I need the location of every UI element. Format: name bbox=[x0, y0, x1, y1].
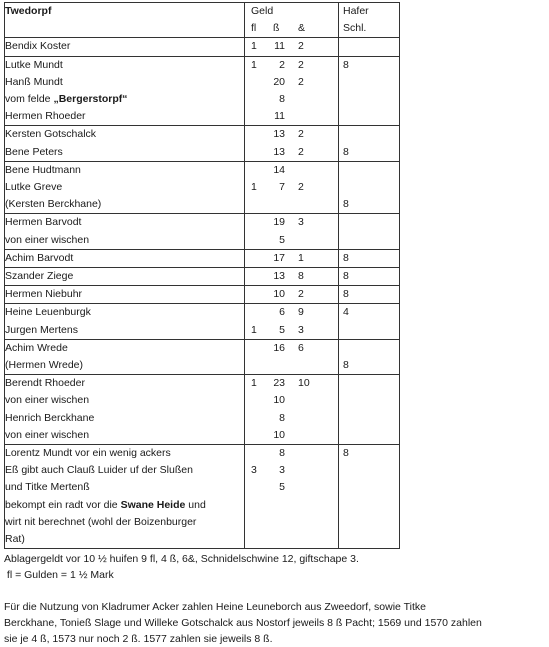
ledger-row bbox=[5, 126, 400, 144]
value-pfennig: 2 bbox=[298, 288, 304, 301]
value-gulden: 1 bbox=[251, 181, 257, 194]
entry-text-part: wirt nit berechnet (wohl der Boizenburger bbox=[5, 515, 197, 528]
ledger-row bbox=[5, 357, 400, 375]
hafer-cell bbox=[339, 410, 400, 427]
value-hafer: 8 bbox=[343, 447, 349, 460]
ledger-row bbox=[5, 38, 400, 56]
entry-text-part: und Titke Mertenß bbox=[5, 481, 90, 494]
geld-cell bbox=[245, 268, 339, 286]
entry-text bbox=[5, 249, 245, 267]
value-hafer: 4 bbox=[343, 306, 349, 319]
value-hafer: 8 bbox=[343, 58, 349, 71]
geld-cell bbox=[245, 357, 339, 375]
value-pfennig: 8 bbox=[298, 270, 304, 283]
hafer-subheading-cell bbox=[339, 20, 400, 38]
entry-text-part: Jurgen Mertens bbox=[5, 323, 78, 336]
hafer-cell bbox=[339, 375, 400, 393]
entry-text-part: Bene Hudtmann bbox=[5, 163, 81, 176]
geld-cell bbox=[245, 410, 339, 427]
entry-text-part: Hanß Mundt bbox=[5, 75, 63, 88]
geld-cell bbox=[245, 214, 339, 232]
entry-text-part: bekompt ein radt vor die bbox=[5, 498, 121, 511]
entry-text-part: Berendt Rhoeder bbox=[5, 377, 85, 390]
value-pfennig: 9 bbox=[298, 306, 304, 319]
entry-text bbox=[5, 144, 245, 162]
value-hafer: 8 bbox=[343, 198, 349, 211]
entry-text-part: und bbox=[185, 498, 206, 511]
value-pfennig: 2 bbox=[298, 75, 304, 88]
hafer-cell bbox=[339, 322, 400, 340]
hafer-heading-cell bbox=[339, 3, 400, 21]
value-gulden: 1 bbox=[251, 323, 257, 336]
entry-text bbox=[5, 497, 245, 514]
entry-text-part: Bendix Koster bbox=[5, 40, 71, 53]
ledger-row bbox=[5, 479, 400, 496]
place-heading bbox=[5, 3, 245, 21]
value-schilling: 5 bbox=[279, 481, 285, 494]
entry-text-part: von einer wischen bbox=[5, 394, 90, 407]
hafer-cell bbox=[339, 357, 400, 375]
value-gulden: 1 bbox=[251, 377, 257, 390]
geld-cell bbox=[245, 161, 339, 179]
entry-text-part: von einer wischen bbox=[5, 233, 90, 246]
ledger-row bbox=[5, 514, 400, 531]
entry-text bbox=[5, 286, 245, 304]
value-pfennig: 2 bbox=[298, 145, 304, 158]
geld-cell bbox=[245, 144, 339, 162]
ledger-row bbox=[5, 91, 400, 108]
entry-text bbox=[5, 357, 245, 375]
entry-text bbox=[5, 410, 245, 427]
hafer-heading: Hafer bbox=[343, 5, 369, 17]
value-schilling: 13 bbox=[273, 145, 285, 158]
ledger-row bbox=[5, 179, 400, 196]
geld-cell bbox=[245, 514, 339, 531]
geld-cell bbox=[245, 38, 339, 56]
geld-cell bbox=[245, 108, 339, 126]
value-pfennig: 2 bbox=[298, 40, 304, 53]
geld-cell bbox=[245, 196, 339, 214]
entry-text bbox=[5, 392, 245, 409]
hafer-cell bbox=[339, 427, 400, 445]
value-schilling: 10 bbox=[273, 428, 285, 441]
entry-text bbox=[5, 339, 245, 357]
ledger-row bbox=[5, 286, 400, 304]
entry-text-part: Lutke Mundt bbox=[5, 58, 63, 71]
value-schilling: 20 bbox=[273, 75, 285, 88]
hafer-cell bbox=[339, 514, 400, 531]
value-hafer: 8 bbox=[343, 288, 349, 301]
ledger-body bbox=[5, 3, 400, 549]
hafer-cell bbox=[339, 108, 400, 126]
geld-cell bbox=[245, 392, 339, 409]
entry-text bbox=[5, 179, 245, 196]
hafer-cell bbox=[339, 232, 400, 250]
entry-text-part: Heine Leuenburgk bbox=[5, 306, 91, 319]
value-schilling: 11 bbox=[274, 110, 285, 123]
value-pfennig: 3 bbox=[298, 323, 304, 336]
value-schilling: 7 bbox=[279, 181, 285, 194]
geld-heading-cell bbox=[245, 3, 339, 21]
entry-text-part: Hermen Rhoeder bbox=[5, 110, 86, 123]
ledger-row bbox=[5, 531, 400, 549]
hafer-cell bbox=[339, 268, 400, 286]
entry-text bbox=[5, 531, 245, 549]
entry-text-part: Kersten Gotschalck bbox=[5, 128, 97, 141]
hafer-cell bbox=[339, 286, 400, 304]
entry-text-part: Hermen Niebuhr bbox=[5, 288, 83, 301]
entry-text-part: Achim Wrede bbox=[5, 341, 68, 354]
entry-text-part: Eß gibt auch Clauß Luider uf der Slußen bbox=[5, 464, 193, 477]
entry-text bbox=[5, 196, 245, 214]
header-spacer bbox=[5, 20, 245, 38]
col-fl-heading: fl bbox=[251, 22, 257, 35]
entry-text bbox=[5, 214, 245, 232]
ledger-row bbox=[5, 74, 400, 91]
hafer-cell bbox=[339, 304, 400, 322]
entry-text bbox=[5, 268, 245, 286]
value-schilling: 5 bbox=[279, 323, 285, 336]
hafer-cell bbox=[339, 445, 400, 463]
ledger-row bbox=[5, 144, 400, 162]
hafer-cell bbox=[339, 531, 400, 549]
value-schilling: 2 bbox=[279, 58, 285, 71]
value-pfennig: 2 bbox=[298, 181, 304, 194]
ledger-table bbox=[4, 2, 400, 549]
ledger-row bbox=[5, 375, 400, 393]
entry-text bbox=[5, 479, 245, 496]
geld-cell bbox=[245, 179, 339, 196]
ledger-row bbox=[5, 410, 400, 427]
geld-cell bbox=[245, 427, 339, 445]
ledger-row bbox=[5, 322, 400, 340]
value-schilling: 5 bbox=[279, 233, 285, 246]
geld-heading: Geld bbox=[251, 5, 274, 17]
value-schilling: 19 bbox=[273, 216, 285, 229]
geld-cell bbox=[245, 322, 339, 340]
note-gap bbox=[4, 583, 544, 599]
place-name: Twedorpf bbox=[5, 5, 52, 17]
hafer-cell bbox=[339, 144, 400, 162]
ledger-row bbox=[5, 392, 400, 409]
value-gulden: 1 bbox=[251, 40, 257, 53]
geld-cell bbox=[245, 462, 339, 479]
geld-cell bbox=[245, 74, 339, 91]
geld-cell bbox=[245, 375, 339, 393]
value-pfennig: 2 bbox=[298, 128, 304, 141]
hafer-cell bbox=[339, 179, 400, 196]
hafer-cell bbox=[339, 126, 400, 144]
value-schilling: 17 bbox=[273, 251, 285, 264]
ledger-row bbox=[5, 249, 400, 267]
value-schilling: 6 bbox=[279, 306, 285, 319]
hafer-unit-heading: Schl. bbox=[343, 22, 367, 35]
ledger-row bbox=[5, 268, 400, 286]
value-schilling: 3 bbox=[279, 464, 285, 477]
hafer-cell bbox=[339, 161, 400, 179]
value-schilling: 8 bbox=[279, 93, 285, 105]
note-gulden: fl = Gulden = 1 ½ Mark bbox=[4, 569, 114, 582]
entry-text-part: Lorentz Mundt vor ein wenig ackers bbox=[5, 447, 171, 460]
value-schilling: 16 bbox=[273, 341, 285, 354]
entry-text bbox=[5, 108, 245, 126]
ledger-row bbox=[5, 304, 400, 322]
value-schilling: 10 bbox=[273, 288, 285, 301]
value-schilling: 14 bbox=[273, 163, 285, 176]
entry-text bbox=[5, 427, 245, 445]
geld-cell bbox=[245, 339, 339, 357]
entry-text bbox=[5, 126, 245, 144]
ledger-row bbox=[5, 56, 400, 74]
col-schilling-heading: ß bbox=[273, 22, 280, 35]
geld-cell bbox=[245, 232, 339, 250]
value-hafer: 8 bbox=[343, 145, 349, 158]
entry-text bbox=[5, 462, 245, 479]
hafer-cell bbox=[339, 392, 400, 409]
entry-text-bold: Swane Heide bbox=[120, 498, 186, 511]
hafer-cell bbox=[339, 91, 400, 108]
entry-text-bold: „Bergerstorpf“ bbox=[53, 93, 128, 105]
value-pfennig: 10 bbox=[298, 377, 310, 390]
entry-text-part: Lutke Greve bbox=[5, 181, 63, 194]
entry-text bbox=[5, 56, 245, 74]
entry-text-part: Hermen Barvodt bbox=[5, 216, 82, 229]
hafer-cell bbox=[339, 74, 400, 91]
entry-text-part: (Kersten Berckhane) bbox=[5, 198, 102, 211]
entry-text bbox=[5, 322, 245, 340]
geld-cell bbox=[245, 445, 339, 463]
entry-text-part: vom felde bbox=[5, 93, 54, 105]
value-schilling: 8 bbox=[279, 447, 285, 460]
value-schilling: 11 bbox=[274, 40, 285, 53]
entry-text bbox=[5, 304, 245, 322]
ledger-row bbox=[5, 462, 400, 479]
value-hafer: 8 bbox=[343, 359, 349, 372]
entry-text-part: (Hermen Wrede) bbox=[5, 359, 83, 372]
entry-text bbox=[5, 74, 245, 91]
ledger-row bbox=[5, 108, 400, 126]
hafer-cell bbox=[339, 479, 400, 496]
hafer-cell bbox=[339, 462, 400, 479]
value-schilling: 23 bbox=[273, 377, 285, 390]
value-hafer: 8 bbox=[343, 270, 349, 283]
entry-text-part: Henrich Berckhane bbox=[5, 411, 95, 424]
entry-text bbox=[5, 38, 245, 56]
notes bbox=[4, 551, 544, 647]
geld-cell bbox=[245, 479, 339, 496]
entry-text-part: Achim Barvodt bbox=[5, 251, 74, 264]
entry-text bbox=[5, 375, 245, 393]
header-row-2 bbox=[5, 20, 400, 38]
value-schilling: 8 bbox=[279, 411, 285, 424]
note-ablagergeldt: Ablagergeldt vor 10 ½ huifen 9 fl, 4 ß, 6&, Schnidelschwine 12, giftschape 3. bbox=[4, 553, 359, 566]
entry-text-part: Bene Peters bbox=[5, 145, 63, 158]
ledger-row bbox=[5, 232, 400, 250]
hafer-cell bbox=[339, 196, 400, 214]
value-schilling: 13 bbox=[273, 128, 285, 141]
hafer-cell bbox=[339, 339, 400, 357]
entry-text bbox=[5, 91, 245, 108]
entry-text bbox=[5, 232, 245, 250]
header-row-1 bbox=[5, 3, 400, 21]
value-schilling: 13 bbox=[273, 270, 285, 283]
note-paragraph-1: Für die Nutzung von Kladrumer Acker zahlen Heine Leuneborch aus Zweedorf, sowie Titke bbox=[4, 601, 426, 614]
ledger-row bbox=[5, 497, 400, 514]
value-gulden: 1 bbox=[251, 58, 257, 71]
hafer-cell bbox=[339, 249, 400, 267]
geld-cell bbox=[245, 126, 339, 144]
entry-text-part: Rat) bbox=[5, 533, 25, 546]
value-gulden: 3 bbox=[251, 464, 257, 477]
geld-cell bbox=[245, 91, 339, 108]
ledger-row bbox=[5, 161, 400, 179]
ledger-row bbox=[5, 445, 400, 463]
entry-text bbox=[5, 161, 245, 179]
hafer-cell bbox=[339, 38, 400, 56]
value-pfennig: 6 bbox=[298, 341, 304, 354]
note-paragraph-2: Berckhane, Tonieß Slage und Willeke Gotschalck aus Nostorf jeweils 8 ß Pacht; 1569 und 1570 zahlen bbox=[4, 617, 482, 630]
geld-subheadings bbox=[245, 20, 339, 38]
geld-cell bbox=[245, 56, 339, 74]
geld-cell bbox=[245, 304, 339, 322]
value-pfennig: 3 bbox=[298, 216, 304, 229]
ledger-row bbox=[5, 214, 400, 232]
entry-text bbox=[5, 445, 245, 463]
ledger-row bbox=[5, 427, 400, 445]
value-pfennig: 2 bbox=[298, 58, 304, 71]
entry-text-part: Szander Ziege bbox=[5, 270, 74, 283]
value-hafer: 8 bbox=[343, 251, 349, 264]
hafer-cell bbox=[339, 56, 400, 74]
entry-text bbox=[5, 514, 245, 531]
ledger-row bbox=[5, 339, 400, 357]
entry-text-part: von einer wischen bbox=[5, 428, 90, 441]
geld-cell bbox=[245, 286, 339, 304]
geld-cell bbox=[245, 531, 339, 549]
hafer-cell bbox=[339, 497, 400, 514]
geld-cell bbox=[245, 497, 339, 514]
geld-cell bbox=[245, 249, 339, 267]
note-paragraph-3: sie je 4 ß, 1573 nur noch 2 ß. 1577 zahlen sie jeweils 8 ß. bbox=[4, 633, 273, 646]
hafer-cell bbox=[339, 214, 400, 232]
document-page bbox=[4, 2, 544, 647]
value-schilling: 10 bbox=[273, 394, 285, 407]
ledger-row bbox=[5, 196, 400, 214]
value-pfennig: 1 bbox=[298, 251, 304, 264]
col-pfennig-heading: & bbox=[298, 22, 306, 35]
